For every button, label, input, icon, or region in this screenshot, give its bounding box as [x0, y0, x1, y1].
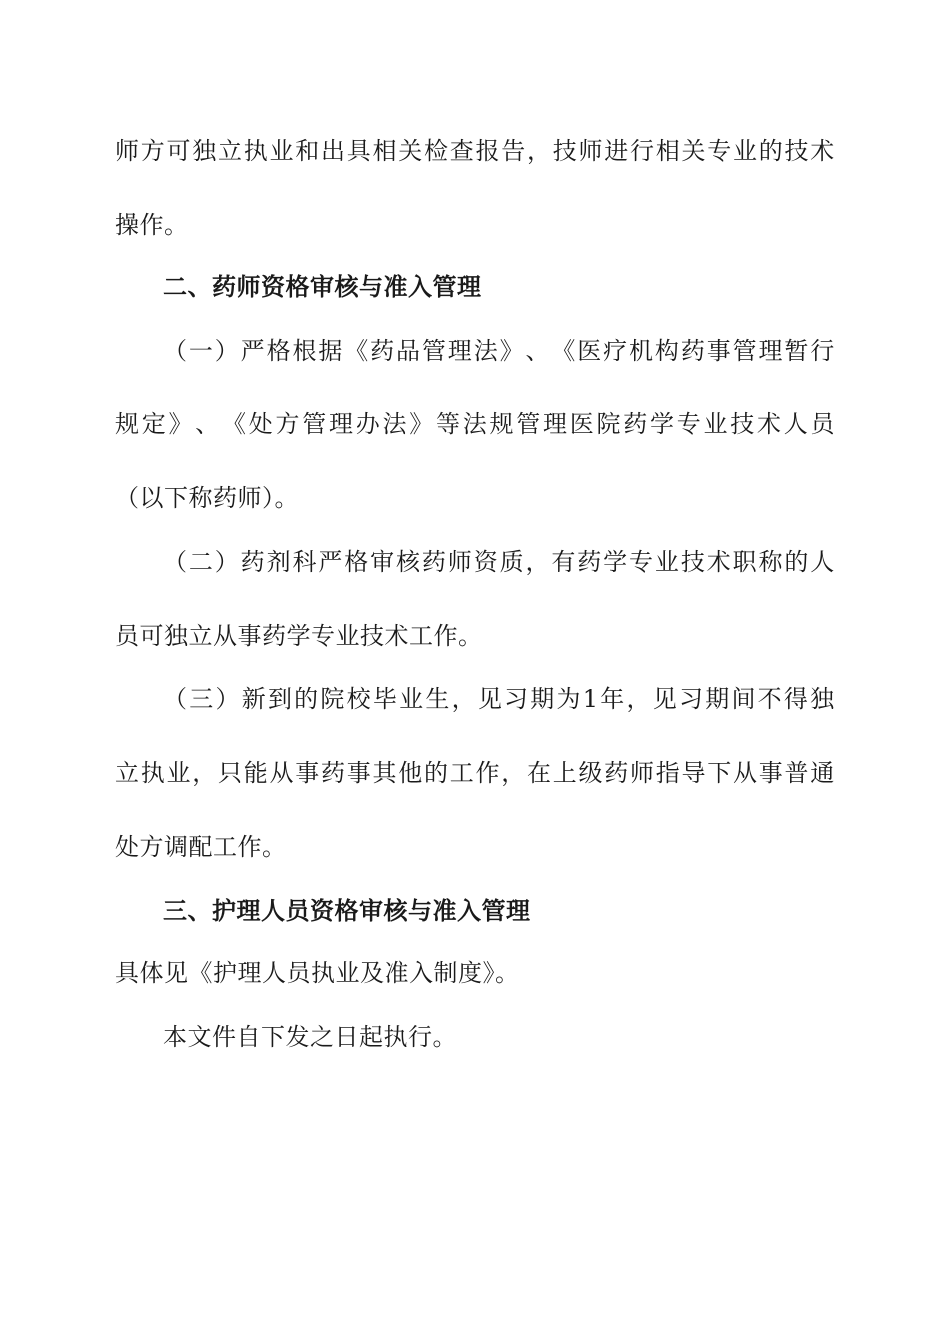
char: 等 [436, 410, 461, 438]
paragraph-line: （以下称药师）。 [115, 484, 299, 512]
char: 只 [218, 759, 243, 787]
char: 行 [810, 337, 835, 365]
char: 为 [556, 685, 582, 713]
char: 格 [344, 548, 369, 576]
char: 有 [551, 548, 576, 576]
char: 药 [680, 337, 706, 365]
char: 根 [292, 337, 317, 365]
char: 办 [355, 410, 381, 438]
char: 审 [370, 548, 395, 576]
char: 校 [346, 685, 372, 713]
char: 专 [629, 548, 654, 576]
char: 机 [629, 337, 654, 365]
char: 可 [166, 137, 191, 165]
char: 《 [551, 337, 576, 365]
char: 规 [115, 410, 140, 438]
char: ） [214, 337, 240, 365]
char: 习 [678, 685, 704, 713]
char: 工 [449, 759, 475, 787]
char: 立 [115, 759, 140, 787]
char: 技 [552, 137, 578, 165]
char: 管 [302, 410, 327, 438]
char: 药 [370, 337, 395, 365]
char: 处 [248, 410, 274, 438]
char: 医 [577, 337, 602, 365]
char: 方 [140, 137, 166, 165]
char: 药 [421, 548, 447, 576]
char: 期 [705, 685, 730, 713]
char: 作 [475, 759, 500, 787]
char: 严 [240, 337, 266, 365]
char: 《 [344, 337, 369, 365]
char: 据 [318, 337, 343, 365]
paragraph-line: 处方调配工作。 [115, 833, 287, 861]
char: （ [163, 548, 188, 576]
char: 术 [706, 548, 732, 576]
char: 学 [650, 410, 675, 438]
char: 独 [810, 685, 835, 713]
char: （ [163, 685, 188, 713]
char: 业 [733, 137, 758, 165]
char: 院 [596, 410, 621, 438]
char: 业 [399, 685, 424, 713]
char: 理 [447, 337, 473, 365]
char: 质 [499, 548, 525, 576]
char: 和 [295, 137, 320, 165]
paragraph-line [115, 758, 835, 788]
char: 理 [329, 410, 354, 438]
char: 术 [810, 137, 835, 165]
paragraph-line: 本文件自下发之日起执行。 [163, 1023, 457, 1051]
char: 告 [501, 137, 526, 165]
char: 师 [115, 137, 140, 165]
char: 法 [473, 337, 499, 365]
paragraph-line [115, 409, 835, 439]
char: 理 [543, 410, 568, 438]
char: 、 [525, 337, 550, 365]
char: 技 [784, 137, 809, 165]
char: 法 [462, 410, 488, 438]
char: 业 [166, 759, 191, 787]
char: 事 [758, 759, 784, 787]
char: 员 [810, 410, 835, 438]
char: 定 [141, 410, 167, 438]
char: 暂 [784, 337, 809, 365]
char: 业 [654, 548, 680, 576]
char: 指 [655, 759, 681, 787]
char: 《 [222, 410, 247, 438]
paragraph-line [163, 336, 835, 366]
char: ， [501, 759, 526, 787]
char: 师 [578, 137, 603, 165]
char: 事 [295, 759, 320, 787]
char: 独 [192, 137, 217, 165]
char: 一 [188, 337, 214, 365]
char: 职 [732, 548, 758, 576]
char: 从 [269, 759, 294, 787]
char: ， [451, 685, 477, 713]
char: 的 [424, 759, 449, 787]
char: 的 [294, 685, 319, 713]
char: 师 [630, 759, 655, 787]
char: 见 [652, 685, 678, 713]
char: 具 [346, 137, 372, 165]
char: 格 [266, 337, 292, 365]
char: 执 [140, 759, 166, 787]
char: 执 [243, 137, 269, 165]
char: 关 [398, 137, 423, 165]
char: 法 [382, 410, 407, 438]
char: 人 [783, 410, 809, 438]
paragraph-line [163, 684, 835, 714]
char: 师 [447, 548, 473, 576]
char: 专 [676, 410, 702, 438]
char: 三 [189, 685, 214, 713]
char: 术 [757, 410, 782, 438]
char: 疗 [603, 337, 628, 365]
char: 的 [784, 548, 809, 576]
char: 业 [703, 410, 728, 438]
char: 药 [604, 759, 629, 787]
char: 立 [218, 137, 243, 165]
char: 》 [499, 337, 525, 365]
char: 资 [473, 548, 499, 576]
char: 医 [569, 410, 595, 438]
char: 院 [320, 685, 345, 713]
char: 1 [582, 685, 599, 713]
char: 生 [425, 685, 450, 713]
char: 技 [730, 410, 755, 438]
char: 到 [267, 685, 293, 713]
char: 能 [243, 759, 269, 787]
char: 规 [489, 410, 514, 438]
char: 毕 [372, 685, 398, 713]
char: 的 [758, 137, 784, 165]
char: 得 [783, 685, 809, 713]
char: 相 [372, 137, 397, 165]
char: 构 [654, 337, 680, 365]
char: 不 [757, 685, 783, 713]
char: 方 [275, 410, 300, 438]
char: 学 [603, 548, 628, 576]
char: 他 [398, 759, 423, 787]
paragraph-line: 操作。 [115, 211, 189, 239]
char: 通 [810, 759, 835, 787]
char: 普 [784, 759, 809, 787]
paragraph-line [115, 136, 835, 166]
char: 药 [240, 548, 266, 576]
char: 上 [552, 759, 578, 787]
char: 相 [655, 137, 681, 165]
char: 专 [707, 137, 732, 165]
section-heading-pharmacist: 二、药师资格审核与准入管理 [163, 272, 482, 301]
char: 事 [706, 337, 732, 365]
char: 技 [680, 548, 706, 576]
char: 级 [578, 759, 603, 787]
char: ， [525, 548, 550, 576]
char: 管 [732, 337, 758, 365]
char: 药 [321, 759, 346, 787]
paragraph-line: 员可独立从事药学专业技术工作。 [115, 622, 483, 650]
paragraph-line [163, 547, 835, 577]
char: ， [626, 685, 651, 713]
char: 品 [396, 337, 421, 365]
char: 年 [600, 685, 625, 713]
char: 报 [475, 137, 500, 165]
char: 核 [396, 548, 421, 576]
char: 在 [527, 759, 552, 787]
char: 剂 [266, 548, 292, 576]
char: 》 [409, 410, 434, 438]
char: 管 [421, 337, 447, 365]
char: 见 [477, 685, 503, 713]
char: 关 [681, 137, 706, 165]
char: 从 [733, 759, 758, 787]
char: 业 [269, 137, 294, 165]
char: 新 [241, 685, 267, 713]
char: 、 [195, 410, 220, 438]
char: 行 [630, 137, 655, 165]
char: 下 [707, 759, 732, 787]
char: ， [192, 759, 217, 787]
char: 期 [530, 685, 555, 713]
char: ， [527, 137, 552, 165]
char: 药 [577, 548, 602, 576]
char: 》 [168, 410, 193, 438]
char: 导 [681, 759, 706, 787]
section-heading-nursing: 三、护理人员资格审核与准入管理 [163, 896, 531, 925]
char: 进 [604, 137, 629, 165]
char: 间 [731, 685, 756, 713]
paragraph-line: 具体见《护理人员执业及准入制度》。 [115, 959, 520, 987]
char: 严 [318, 548, 343, 576]
char: ） [215, 685, 240, 713]
char: 科 [292, 548, 317, 576]
char: 查 [449, 137, 475, 165]
char: 其 [372, 759, 397, 787]
char: 管 [516, 410, 541, 438]
char: 人 [810, 548, 835, 576]
char: 理 [758, 337, 783, 365]
char: 二 [188, 548, 214, 576]
char: 称 [758, 548, 783, 576]
char: 药 [623, 410, 648, 438]
char: 检 [424, 137, 449, 165]
char: 事 [346, 759, 372, 787]
char: 习 [504, 685, 529, 713]
char: ） [214, 548, 240, 576]
char: 出 [321, 137, 346, 165]
char: （ [163, 337, 188, 365]
